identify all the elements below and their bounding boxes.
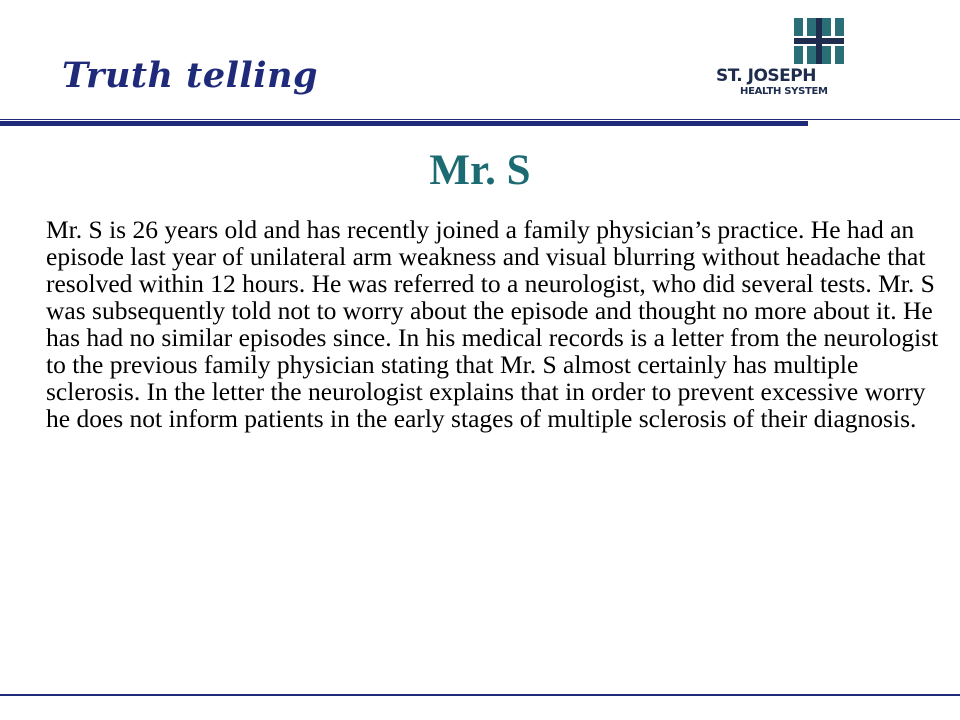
st-joseph-logo bbox=[716, 18, 856, 100]
case-description: Mr. S is 26 years old and has recently joined a family physician’s practice. He had an episode last year of unilateral arm weakness and visual blurring without headache that resolved within 12 hours. He was referred to a neurologist, who did several tests. Mr. S was subsequently told not to worry about the episode and thought no more about it. He has had no similar episodes since. In his medical records is a letter from the neurologist to the previous family physician stating that Mr. S almost certainly has multiple sclerosis. In the letter the neurologist explains that in order to prevent excessive worry he does not inform patients in the early stages of multiple sclerosis of their diagnosis. bbox=[46, 215, 939, 433]
header-rule-thin bbox=[0, 119, 960, 120]
footer-rule bbox=[0, 694, 960, 696]
cross-emblem-icon bbox=[794, 18, 844, 64]
header-rule-thick bbox=[0, 121, 808, 126]
slide-title: Mr. S bbox=[429, 147, 531, 194]
header-title: Truth telling bbox=[62, 55, 318, 96]
logo-subtitle: HEALTH SYSTEM bbox=[740, 86, 828, 97]
logo-name: ST. JOSEPH bbox=[716, 66, 816, 86]
